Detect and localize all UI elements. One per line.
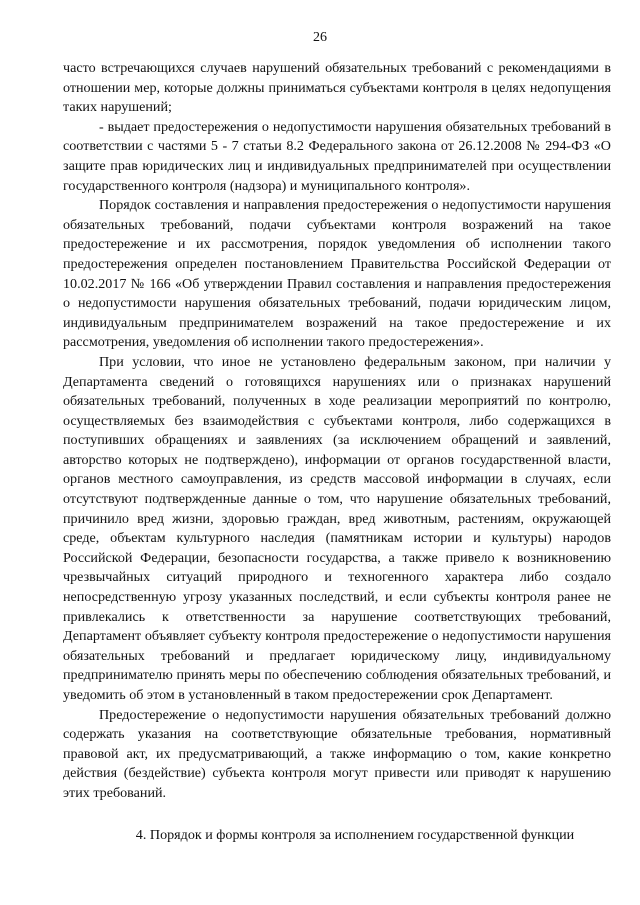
paragraph-warning-issuance: - выдает предостережения о недопустимости нарушения обязательных требований в соответствии с частями 5 - 7 статьи 8.2 Федерального закона от 26.12.2008 № 294-ФЗ «О защите прав юридических лиц и индивидуальных предпринимателей при осуществлении государственного контроля (надзора) и муниципального контроля». [63, 118, 611, 194]
paragraph-warning-conditions: При условии, что иное не установлено федеральным законом, при наличии у Департамента сведений о готовящихся нарушениях или о признаках нарушений обязательных требований, полученных в ходе реализации мероприятий по контролю, осуществляемых без взаимодействия с субъектами контроля, либо содержащихся в поступивших обращениях и заявлениях (за исключением обращений и заявлений, авторство которых не подтверждено), информации от органов государственной власти, органов местного самоуправления, из средств массовой информации в случаях, если отсутствуют подтвержденные данные о том, что нарушение обязательных требований, причинило вред жизни, здоровью граждан, вред животным, растениям, окружающей среде, объектам культурного наследия (памятникам истории и культуры) народов Российской Федерации, безопасности государства, а также привело к возникновению чрезвычайных ситуаций природного и техногенного характера либо создало непосредственную угрозу указанных последствий, и если субъекты контроля ранее не привлекались к ответственности за нарушение соответствующих требований, Департамент объявляет субъекту контроля предостережение о недопустимости нарушения обязательных требований и предлагает юридическому лицу, индивидуальному предпринимателю принять меры по обеспечению соблюдения обязательных требований, и уведомить об этом в установленный в таком предостережении срок Департамент. [63, 353, 611, 703]
paragraph-warning-content: Предостережение о недопустимости нарушения обязательных требований должно содержать указания на соответствующие обязательные требования, нормативный правовой акт, их предусматривающий, а также информацию о том, какие конкретно действия (бездействие) субъекта контроля могут привести или приводят к нарушению этих требований. [63, 706, 611, 801]
document-body [63, 59, 611, 804]
paragraph-continuation: часто встречающихся случаев нарушений обязательных требований с рекомендациями в отношении мер, которые должны приниматься субъектами контроля в целях недопущения таких нарушений; [63, 60, 611, 116]
section-heading: 4. Порядок и формы контроля за исполнением государственной функции [135, 827, 575, 843]
paragraph-warning-procedure: Порядок составления и направления предостережения о недопустимости нарушения обязательных требований, подачи субъектами контроля возражений на такое предостережение и их рассмотрения, порядок уведомления об исполнении такого предостережения определен постановлением Правительства Российской Федерации от 10.02.2017 № 166 «Об утверждении Правил составления и направления предостережения о недопустимости нарушения обязательных требований, подачи юридическим лицом, индивидуальным предпринимателем возражений на такое предостережение и их рассмотрения, уведомления об исполнении такого предостережения». [63, 197, 611, 351]
page-number: 26 [313, 30, 327, 45]
